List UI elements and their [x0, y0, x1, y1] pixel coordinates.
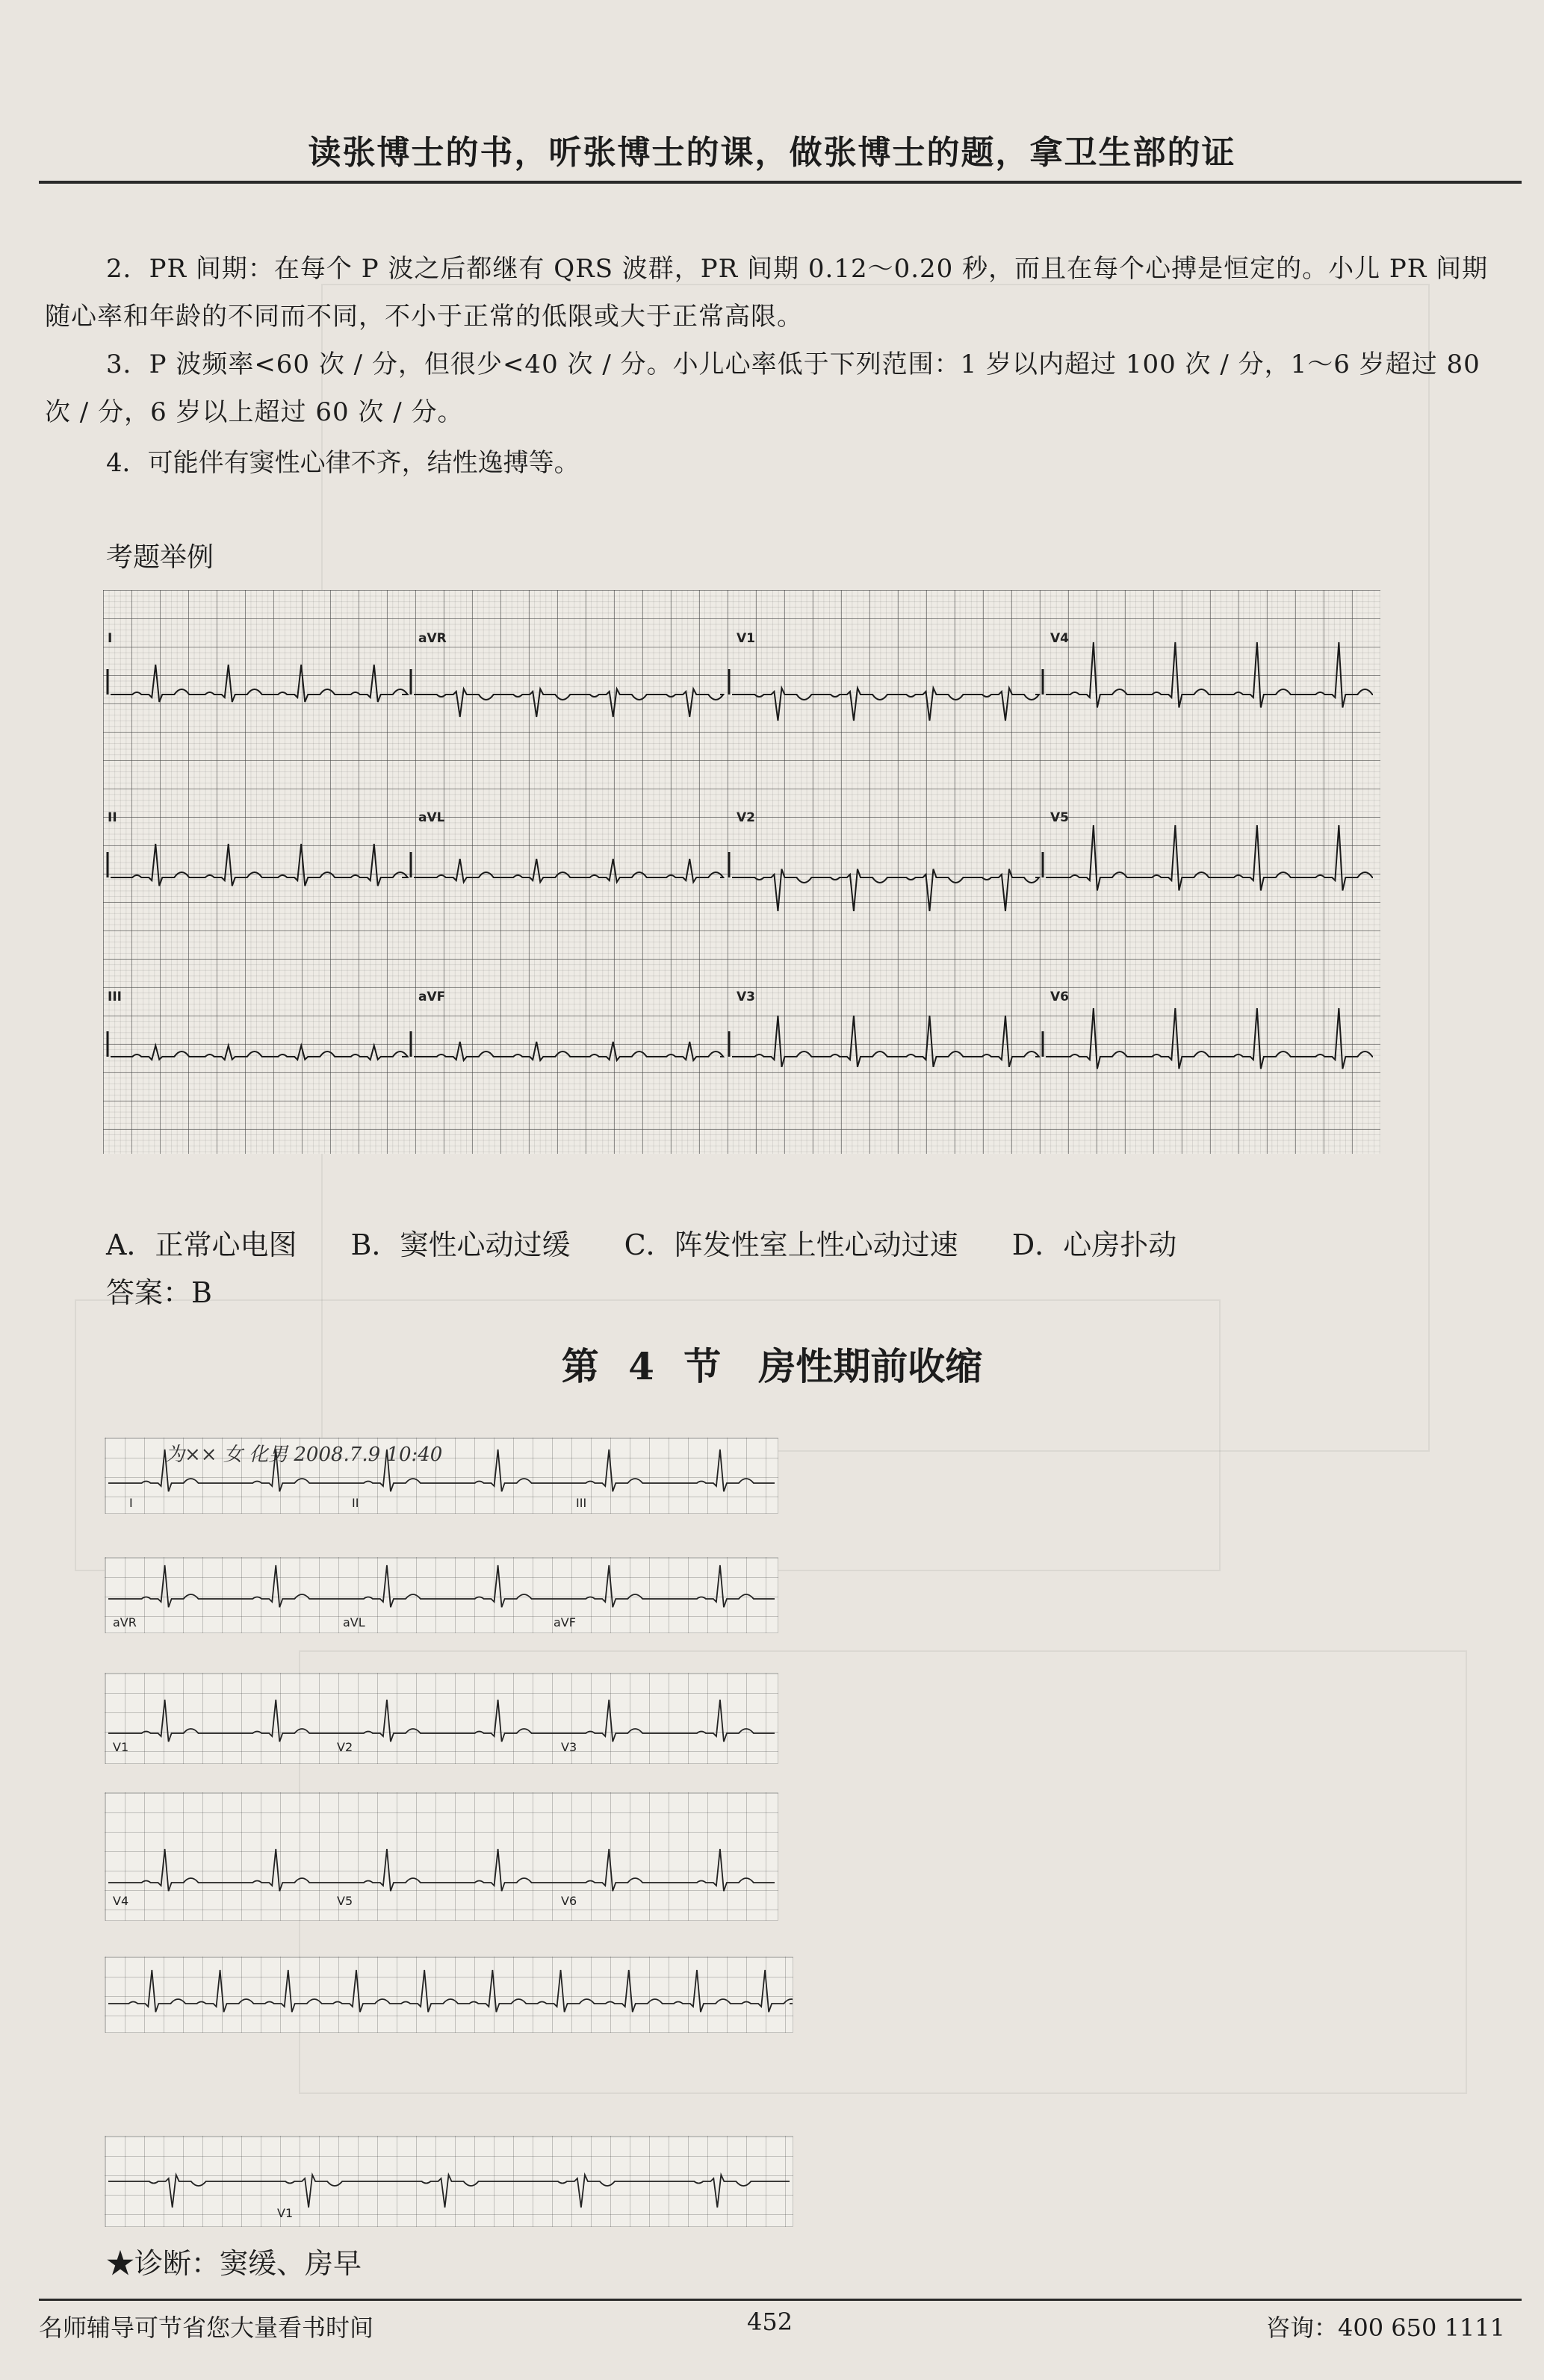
ecg-lead-trace [111, 665, 408, 702]
lead-label-i: I [108, 631, 113, 646]
option-d: D．心房扑动 [1011, 1228, 1177, 1261]
ecg-strip-limb-2 [105, 1557, 778, 1633]
answer-text: 答案：B [106, 1276, 212, 1309]
lead-label-avl: aVL [418, 810, 445, 825]
header-divider [39, 181, 1522, 184]
ecg-lead-trace [732, 688, 1039, 721]
ecg-lead-trace [1046, 1008, 1373, 1069]
footer-divider [39, 2299, 1522, 2301]
lead-label-avf: aVF [418, 989, 446, 1004]
answer-options [106, 1222, 1221, 1263]
paragraph-arrhythmia: 4．可能伴有窦性心律不齐，结性逸搏等。 [106, 448, 580, 478]
ecg-lead-trace [111, 1045, 408, 1060]
strip-label-v3: V3 [561, 1740, 577, 1754]
ecg-strip-line [108, 2175, 790, 2207]
lead-label-ii: II [108, 810, 117, 825]
ecg-lead-trace [414, 859, 723, 882]
diagnosis-text: ★诊断：窦缓、房早 [106, 2247, 362, 2280]
ecg-lead-trace [414, 689, 723, 718]
ecg-rhythm-strip-v1 [105, 2136, 793, 2227]
strip-label-v1-rhythm: V1 [277, 2206, 294, 2220]
ecg-lead-trace [732, 869, 1039, 911]
lead-label-v3: V3 [737, 989, 755, 1004]
ecg-strip-trace [105, 1674, 778, 1763]
strip-label-v2: V2 [337, 1740, 353, 1754]
strip-label-i: I [129, 1496, 133, 1510]
ecg-strip-trace [105, 1793, 778, 1920]
ecg-strip-chest-2 [105, 1792, 778, 1921]
ecg-12-lead-figure [103, 590, 1380, 1154]
ecg-strip-limb-1 [105, 1438, 778, 1514]
strip-label-avl: aVL [343, 1615, 365, 1629]
lead-label-iii: III [108, 989, 122, 1004]
ecg-strip-line [108, 1849, 775, 1891]
ecg-lead-trace [732, 1016, 1039, 1067]
paragraph-pr-interval: 2．PR 间期：在每个 P 波之后都继有 QRS 波群，PR 间期 0.12～0.20 秒，而且在每个心搏是恒定的。小儿 PR 间期随心率和年龄的不同而不同，不小于正常的低限或大于正常高限。 [45, 254, 1489, 332]
ecg-lead-trace [414, 1042, 723, 1060]
strip-label-iii: III [576, 1496, 587, 1510]
footer-contact: 咨询：400 650 1111 [1266, 2314, 1505, 2342]
ecg-12-lead-traces [103, 590, 1380, 1154]
page-header-title: 读张博士的书，听张博士的课，做张博士的题，拿卫生部的证 [308, 134, 1236, 172]
lead-label-v2: V2 [737, 810, 755, 825]
lead-label-avr: aVR [418, 631, 447, 646]
ecg-strip-line [108, 1970, 793, 2012]
section-title: 第 4 节 房性期前收缩 [561, 1344, 983, 1388]
paragraph-p-rate: 3．P 波频率<60 次 / 分，但很少<40 次 / 分。小儿心率低于下列范围：1 岁以内超过 100 次 / 分，1～6 岁超过 80 次 / 分，6 岁以上超过 60 次 / 分。 [45, 349, 1481, 427]
ecg-rhythm-strip-1 [105, 1957, 793, 2033]
strip-label-v5: V5 [337, 1894, 353, 1908]
ecg-strip-trace [105, 1438, 778, 1513]
strip-label-v6: V6 [561, 1894, 577, 1908]
ecg-lead-trace [1046, 825, 1373, 891]
ecg-lead-trace [111, 844, 408, 886]
example-label: 考题举例 [106, 542, 214, 573]
ecg-lead-trace [1046, 642, 1373, 708]
lead-label-v5: V5 [1050, 810, 1069, 825]
strip-label-v4: V4 [113, 1894, 129, 1908]
ecg-strip-trace [105, 2137, 793, 2226]
page-number: 452 [747, 2308, 793, 2336]
lead-label-v1: V1 [737, 631, 755, 646]
ecg-strip-trace [105, 1558, 778, 1632]
strip-label-ii: II [352, 1496, 359, 1510]
ecg-strip-chest-1 [105, 1673, 778, 1764]
footer-slogan: 名师辅导可节省您大量看书时间 [39, 2314, 374, 2342]
ecg-strip-line [108, 1700, 775, 1741]
option-a: A．正常心电图 [106, 1228, 297, 1261]
strip-label-v1: V1 [113, 1740, 129, 1754]
strip-label-avf: aVF [554, 1615, 576, 1629]
lead-label-v4: V4 [1050, 631, 1069, 646]
lead-label-v6: V6 [1050, 989, 1069, 1004]
option-c: C．阵发性室上性心动过速 [624, 1228, 958, 1261]
ecg-strip-line [108, 1565, 775, 1607]
ecg-strip-trace [105, 1957, 793, 2032]
strip-label-avr: aVR [113, 1615, 137, 1629]
handwritten-note: 为×× 女 化男 2008.7.9 10:40 [165, 1444, 443, 1466]
option-b: B．窦性心动过缓 [350, 1228, 571, 1261]
